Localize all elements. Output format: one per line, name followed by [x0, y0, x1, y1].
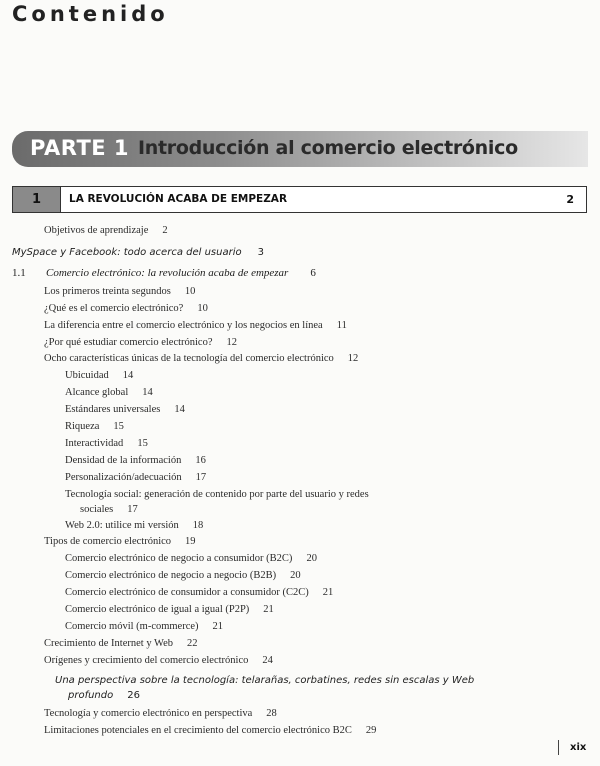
toc-entry-page: 10: [184, 286, 196, 297]
toc-entry-page: 20: [306, 553, 317, 564]
toc-entry-page: 22: [187, 638, 198, 649]
toc-entry-page: 15: [113, 421, 124, 432]
toc-entry-tecsocial[interactable]: [65, 489, 369, 500]
toc-entry-text: Interactividad: [65, 438, 124, 449]
toc-entry-text: sociales: [80, 504, 114, 515]
page-title: Contenido: [12, 2, 169, 26]
chapter-title: LA REVOLUCIÓN ACABA DE EMPEZAR: [69, 193, 288, 205]
toc-entry-page: 12: [347, 353, 359, 364]
toc-entry-page: 3: [257, 247, 264, 258]
chapter-header[interactable]: [12, 186, 587, 213]
toc-entry-page: 15: [137, 438, 148, 449]
toc-entry-text: Comercio electrónico de negocio a consumidor (B2C): [65, 553, 293, 564]
toc-entry-text: Crecimiento de Internet y Web: [44, 638, 173, 649]
toc-entry-text: Riqueza: [65, 421, 100, 432]
toc-entry-text: Ocho características únicas de la tecnología del comercio electrónico: [44, 353, 334, 364]
section-title: Comercio electrónico: la revolución acaba de empezar: [46, 267, 289, 279]
toc-entry-b2b[interactable]: [65, 570, 301, 581]
page-number: xix: [570, 742, 587, 753]
toc-entry-page: 12: [226, 337, 238, 348]
footer-divider: [558, 740, 559, 755]
toc-entry-page: 18: [192, 520, 204, 531]
toc-section-1-1[interactable]: [12, 267, 316, 279]
toc-entry-text: Comercio electrónico de consumidor a consumidor (C2C): [65, 587, 309, 598]
toc-entry-page: 21: [212, 621, 224, 632]
toc-entry-page: 21: [322, 587, 334, 598]
toc-entry-page: 21: [263, 604, 274, 615]
toc-entry-web20[interactable]: [65, 520, 203, 531]
chapter-number: 1: [13, 187, 61, 212]
toc-entry-densidad[interactable]: [65, 455, 206, 466]
part-title: Introducción al comercio electrónico: [138, 137, 518, 159]
toc-entry-text: Comercio electrónico de igual a igual (P2P): [65, 604, 250, 615]
toc-entry-text: Web 2.0: utilice mi versión: [65, 520, 179, 531]
toc-entry-page: 10: [197, 303, 208, 314]
toc-entry-limitaciones[interactable]: [44, 725, 376, 736]
toc-entry-text: MySpace y Facebook: todo acerca del usuario: [12, 247, 242, 258]
toc-entry-movil[interactable]: [65, 621, 223, 632]
toc-entry-personalizacion[interactable]: [65, 472, 206, 483]
toc-entry-porque[interactable]: [44, 337, 237, 348]
toc-entry-interactividad[interactable]: [65, 438, 148, 449]
toc-entry-text: Alcance global: [65, 387, 129, 398]
toc-entry-p2p[interactable]: [65, 604, 274, 615]
toc-entry-text: Comercio móvil (m-commerce): [65, 621, 199, 632]
toc-entry-alcance[interactable]: [65, 387, 153, 398]
toc-entry-page: 24: [262, 655, 273, 666]
toc-entry-text: ¿Por qué estudiar comercio electrónico?: [44, 337, 213, 348]
toc-entry-riqueza[interactable]: [65, 421, 124, 432]
toc-entry-page: 17: [195, 472, 207, 483]
toc-entry-text: La diferencia entre el comercio electrónico y los negocios en línea: [44, 320, 323, 331]
toc-entry-page: 17: [127, 504, 138, 515]
toc-entry-quees[interactable]: [44, 303, 208, 314]
toc-entry-origenes[interactable]: [44, 655, 273, 666]
toc-entry-estandares[interactable]: [65, 404, 185, 415]
toc-entry-page: 11: [336, 320, 347, 331]
toc-entry-page: 19: [185, 536, 196, 547]
toc-entry-primeros[interactable]: [44, 286, 195, 297]
toc-entry-myspace[interactable]: [12, 247, 264, 258]
toc-entry-text: Ubicuidad: [65, 370, 109, 381]
toc-entry-perspectiva-cont[interactable]: [68, 690, 140, 701]
toc-entry-diferencia[interactable]: [44, 320, 347, 331]
toc-entry-text: Comercio electrónico de negocio a negocio (B2B): [65, 570, 277, 581]
toc-entry-text: Personalización/adecuación: [65, 472, 182, 483]
toc-entry-page: 2: [162, 225, 168, 236]
toc-entry-b2c[interactable]: [65, 553, 317, 564]
toc-entry-text: Una perspectiva sobre la tecnología: telarañas, corbatines, redes sin escalas y Web: [55, 675, 475, 686]
toc-entry-page: 14: [174, 404, 185, 415]
toc-entry-tipos[interactable]: [44, 536, 196, 547]
toc-entry-text: Orígenes y crecimiento del comercio electrónico: [44, 655, 249, 666]
toc-entry-page: 14: [122, 370, 134, 381]
toc-entry-text: Estándares universales: [65, 404, 161, 415]
toc-entry-text: profundo: [68, 690, 114, 701]
toc-entry-tecsocial-cont[interactable]: [80, 504, 138, 515]
toc-entry-text: ¿Qué es el comercio electrónico?: [44, 303, 184, 314]
toc-entry-page: 28: [266, 708, 277, 719]
toc-entry-ubicuidad[interactable]: [65, 370, 133, 381]
toc-entry-text: Densidad de la información: [65, 455, 182, 466]
section-page: 6: [310, 267, 316, 279]
toc-entry-c2c[interactable]: [65, 587, 333, 598]
toc-entry-page: 14: [142, 387, 153, 398]
toc-entry-page: 26: [127, 690, 140, 701]
chapter-page: 2: [566, 193, 574, 206]
toc-entry-page: 16: [195, 455, 206, 466]
toc-entry-text: Limitaciones potenciales en el crecimiento del comercio electrónico B2C: [44, 725, 352, 736]
toc-entry-crecimiento[interactable]: [44, 638, 198, 649]
toc-entry-tecperspectiva[interactable]: [44, 708, 277, 719]
toc-entry-text: Tecnología y comercio electrónico en perspectiva: [44, 708, 253, 719]
section-number: 1.1: [12, 267, 26, 279]
toc-entry-page: 29: [365, 725, 377, 736]
toc-entry-text: Objetivos de aprendizaje: [44, 225, 149, 236]
toc-entry-perspectiva[interactable]: [55, 675, 474, 686]
part-label: PARTE 1: [30, 136, 130, 160]
toc-entry-text: Tecnología social: generación de contenido por parte del usuario y redes: [65, 489, 369, 500]
toc-entry-ocho[interactable]: [44, 353, 358, 364]
toc-entry-text: Tipos de comercio electrónico: [44, 536, 172, 547]
toc-entry-objetivos[interactable]: [44, 225, 168, 236]
toc-entry-page: 20: [290, 570, 301, 581]
toc-entry-text: Los primeros treinta segundos: [44, 286, 171, 297]
